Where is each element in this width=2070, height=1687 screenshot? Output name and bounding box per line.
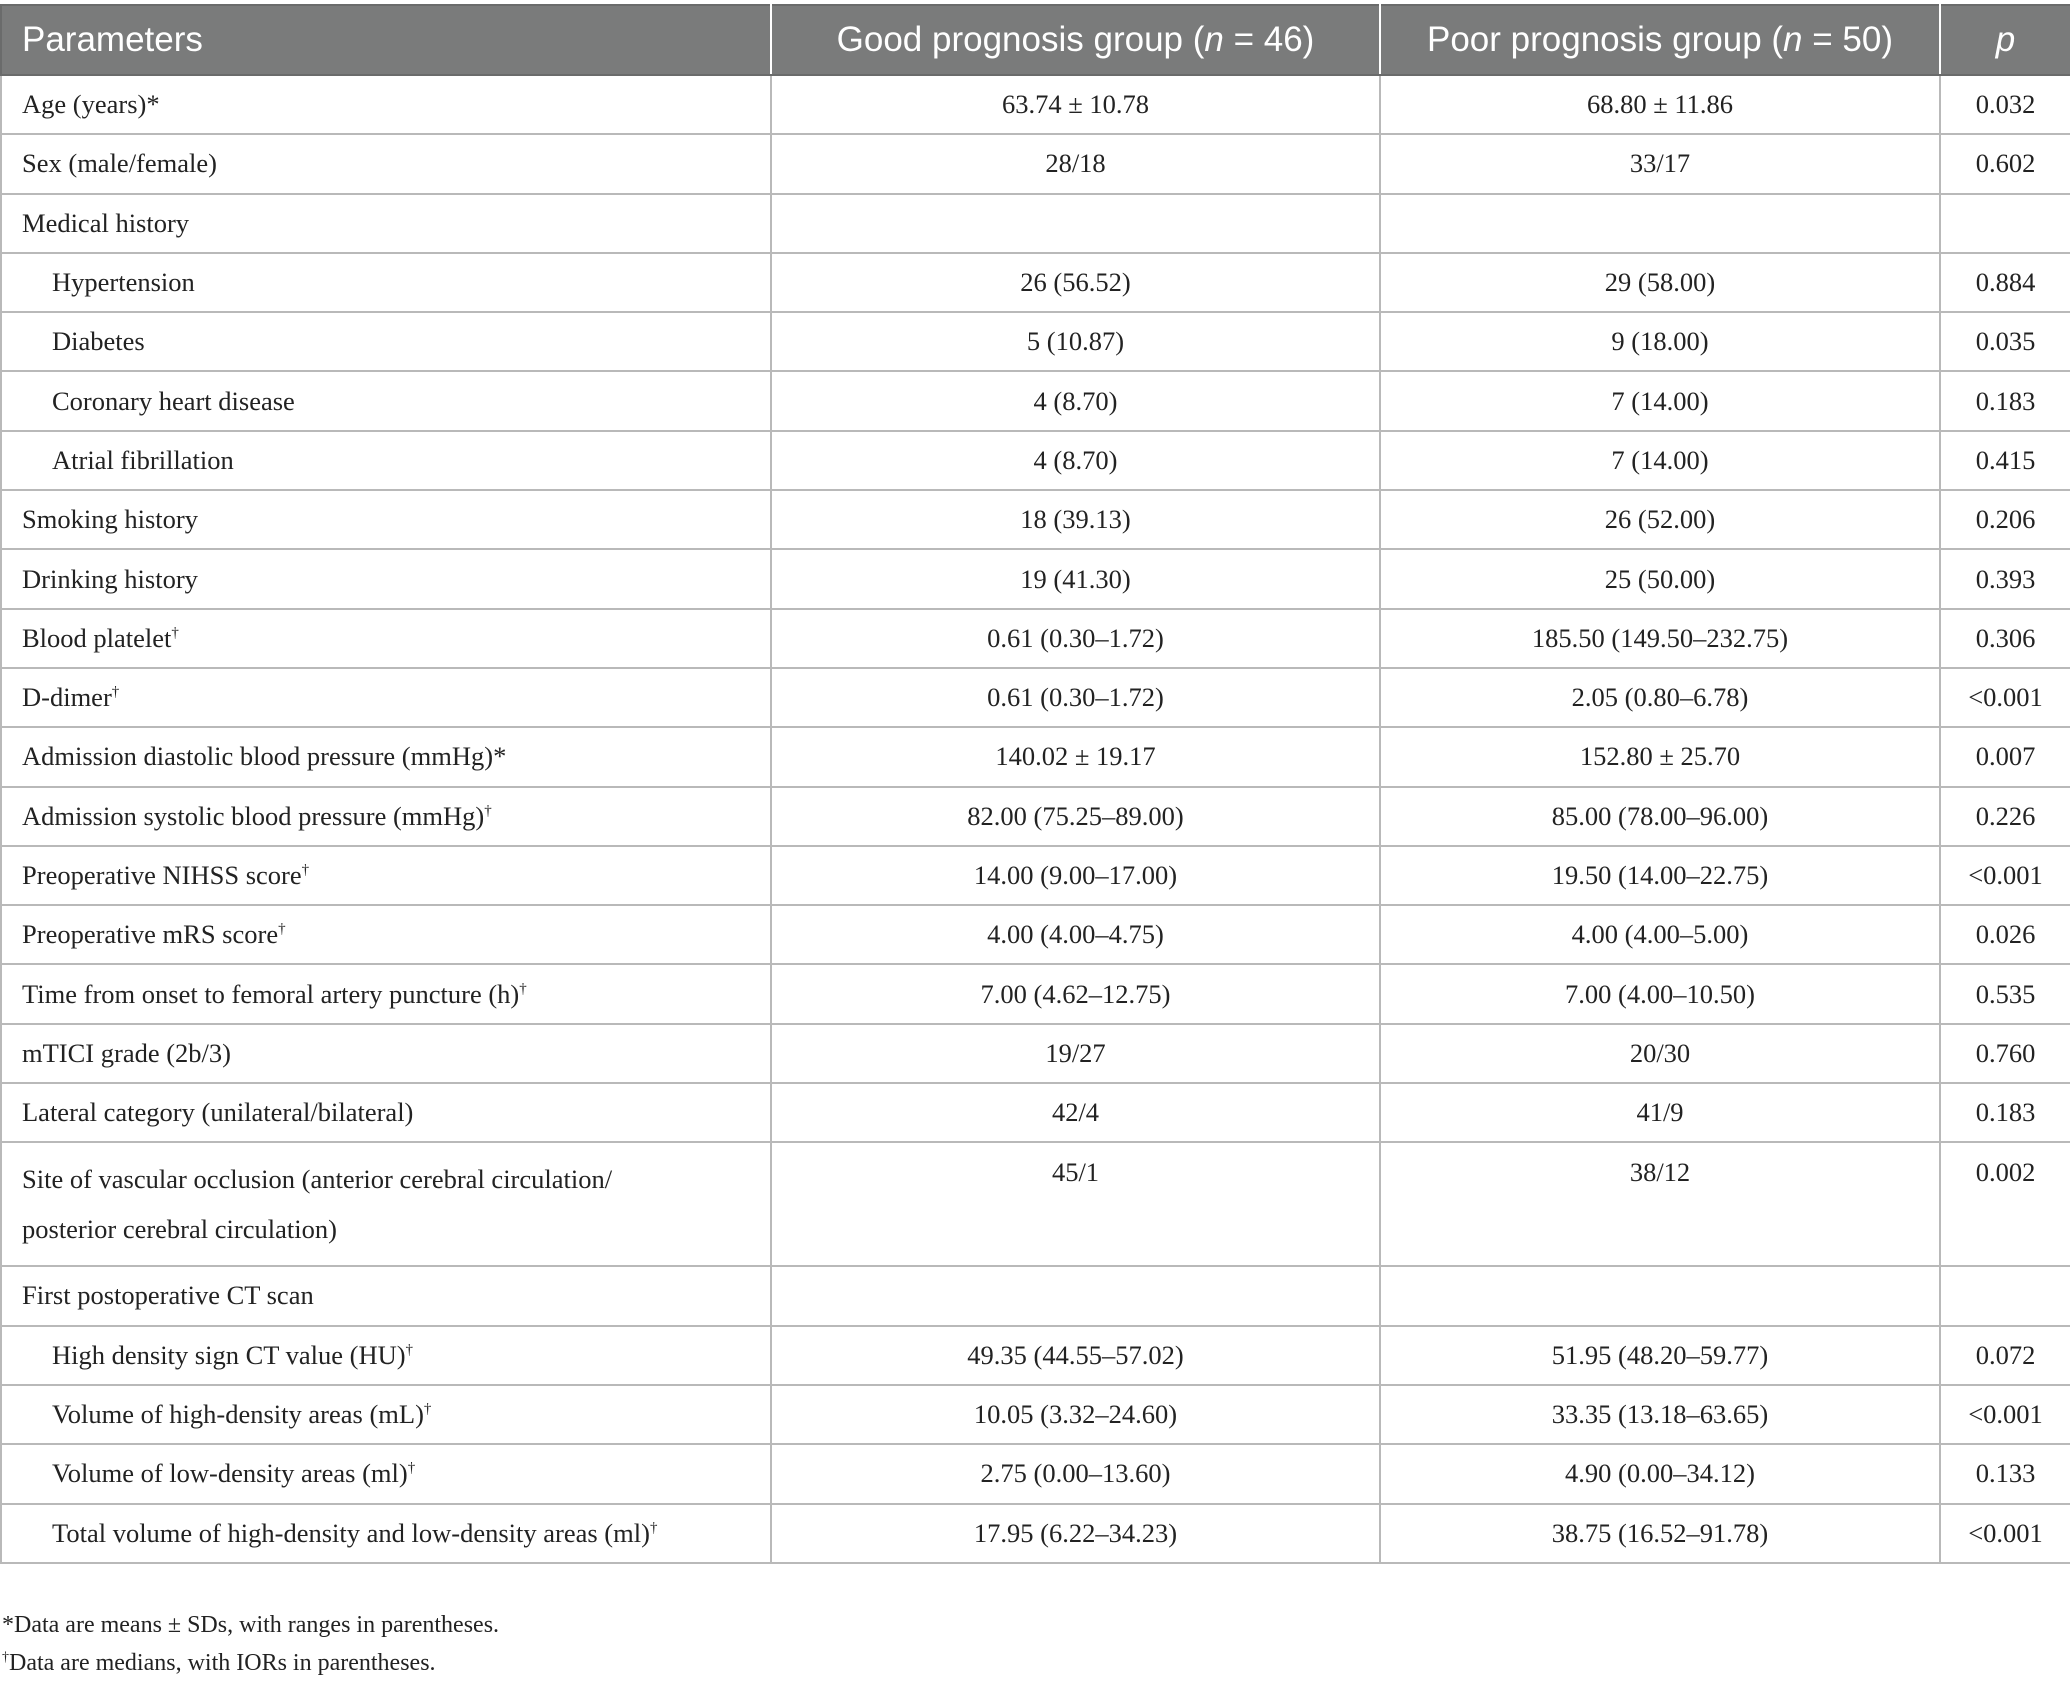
header-p-label: p	[1995, 20, 2016, 59]
row-label-text: D-dimer	[22, 682, 112, 713]
row-label-text: Admission diastolic blood pressure (mmHg)	[22, 741, 494, 772]
good-value: 18 (39.13)	[771, 490, 1380, 549]
good-value	[771, 194, 1380, 253]
poor-value	[1380, 1266, 1940, 1325]
poor-value: 7 (14.00)	[1380, 371, 1940, 430]
row-label-text: Atrial fibrillation	[52, 444, 234, 475]
row-label	[1, 134, 771, 193]
header-good-pre: Good prognosis group (	[836, 20, 1205, 59]
header-p-value	[1940, 5, 2070, 75]
poor-value: 26 (52.00)	[1380, 490, 1940, 549]
row-label-text: Hypertension	[52, 267, 195, 298]
p-value	[1940, 1266, 2070, 1325]
poor-value: 38.75 (16.52–91.78)	[1380, 1504, 1940, 1563]
table-row	[1, 253, 2070, 312]
row-label	[1, 549, 771, 608]
footnote-means	[2, 1612, 499, 1639]
good-value: 0.61 (0.30–1.72)	[771, 668, 1380, 727]
data-table	[0, 4, 2070, 1564]
table-row	[1, 194, 2070, 253]
row-label	[1, 905, 771, 964]
footnote-means-mark: *	[2, 1612, 14, 1638]
good-value: 45/1	[771, 1142, 1380, 1266]
header-good-post: = 46)	[1223, 20, 1315, 59]
row-label-mark: †	[405, 1341, 414, 1358]
poor-value: 7 (14.00)	[1380, 431, 1940, 490]
poor-value: 4.00 (4.00–5.00)	[1380, 905, 1940, 964]
poor-value: 152.80 ± 25.70	[1380, 727, 1940, 786]
poor-value: 41/9	[1380, 1083, 1940, 1142]
p-value: 0.535	[1940, 964, 2070, 1023]
p-value: 0.415	[1940, 431, 2070, 490]
row-label-text: Blood platelet	[22, 622, 172, 653]
good-value: 4 (8.70)	[771, 431, 1380, 490]
row-label-mark: †	[278, 921, 286, 938]
good-value: 4.00 (4.00–4.75)	[771, 905, 1380, 964]
p-value: 0.183	[1940, 1083, 2070, 1142]
row-label	[1, 1444, 771, 1503]
row-label-mark: †	[407, 1460, 416, 1477]
p-value: <0.001	[1940, 1504, 2070, 1563]
p-value: 0.072	[1940, 1326, 2070, 1385]
poor-value: 7.00 (4.00–10.50)	[1380, 964, 1940, 1023]
row-label	[1, 846, 771, 905]
row-label-text: Preoperative NIHSS score	[22, 860, 302, 890]
table-row	[1, 549, 2070, 608]
footnote-medians-text: Data are medians, with IORs in parentheses.	[9, 1650, 436, 1676]
table-row	[1, 1504, 2070, 1563]
row-label-text: Volume of high-density areas (mL)	[52, 1399, 424, 1430]
data-table-container	[0, 4, 2070, 1564]
good-value: 4 (8.70)	[771, 371, 1380, 430]
poor-value: 85.00 (78.00–96.00)	[1380, 787, 1940, 846]
p-value: <0.001	[1940, 846, 2070, 905]
p-value: 0.002	[1940, 1142, 2070, 1266]
good-value: 14.00 (9.00–17.00)	[771, 846, 1380, 905]
table-row	[1, 75, 2070, 134]
row-label-text: Medical history	[22, 207, 190, 238]
table-row	[1, 668, 2070, 727]
good-value: 0.61 (0.30–1.72)	[771, 609, 1380, 668]
good-value: 140.02 ± 19.17	[771, 727, 1380, 786]
p-value: 0.760	[1940, 1024, 2070, 1083]
table-row	[1, 1024, 2070, 1083]
p-value: 0.602	[1940, 134, 2070, 193]
good-value: 10.05 (3.32–24.60)	[771, 1385, 1380, 1444]
poor-value: 33.35 (13.18–63.65)	[1380, 1385, 1940, 1444]
table-row	[1, 490, 2070, 549]
row-label-mark: *	[493, 741, 507, 772]
footnote-medians	[2, 1650, 436, 1677]
header-good-prognosis	[771, 5, 1380, 75]
p-value: 0.026	[1940, 905, 2070, 964]
p-value: 0.035	[1940, 312, 2070, 371]
good-value: 42/4	[771, 1083, 1380, 1142]
poor-value: 33/17	[1380, 134, 1940, 193]
poor-value: 19.50 (14.00–22.75)	[1380, 846, 1940, 905]
table-row	[1, 905, 2070, 964]
good-value: 26 (56.52)	[771, 253, 1380, 312]
row-label	[1, 490, 771, 549]
poor-value: 9 (18.00)	[1380, 312, 1940, 371]
header-row	[1, 5, 2070, 75]
row-label-mark: †	[111, 684, 120, 701]
table-row	[1, 431, 2070, 490]
good-value: 49.35 (44.55–57.02)	[771, 1326, 1380, 1385]
table-row	[1, 1385, 2070, 1444]
good-value: 5 (10.87)	[771, 312, 1380, 371]
p-value: 0.183	[1940, 371, 2070, 430]
row-label-text-line2: posterior cerebral circulation)	[22, 1214, 337, 1245]
p-value: <0.001	[1940, 668, 2070, 727]
table-body	[1, 75, 2070, 1563]
row-label-text: Total volume of high-density and low-density areas (ml)	[52, 1517, 650, 1548]
header-poor-post: = 50)	[1802, 20, 1893, 59]
p-value	[1940, 194, 2070, 253]
good-value: 19/27	[771, 1024, 1380, 1083]
row-label	[1, 668, 771, 727]
row-label	[1, 253, 771, 312]
poor-value: 68.80 ± 11.86	[1380, 75, 1940, 134]
p-value: 0.884	[1940, 253, 2070, 312]
row-label	[1, 1024, 771, 1083]
row-label-text: Diabetes	[52, 326, 145, 357]
poor-value: 185.50 (149.50–232.75)	[1380, 609, 1940, 668]
row-label-mark: †	[519, 980, 527, 997]
table-row	[1, 371, 2070, 430]
poor-value: 38/12	[1380, 1142, 1940, 1266]
header-parameters	[1, 5, 771, 75]
header-parameters-label: Parameters	[22, 20, 203, 59]
table-row	[1, 609, 2070, 668]
row-label-mark: †	[484, 802, 492, 819]
poor-value: 29 (58.00)	[1380, 253, 1940, 312]
p-value: 0.007	[1940, 727, 2070, 786]
poor-value: 20/30	[1380, 1024, 1940, 1083]
row-label-text: mTICI grade (2b/3)	[22, 1037, 231, 1068]
p-value: 0.133	[1940, 1444, 2070, 1503]
good-value: 28/18	[771, 134, 1380, 193]
footnote-medians-mark: †	[2, 1650, 9, 1665]
row-label-text: High density sign CT value (HU)	[52, 1339, 406, 1370]
p-value: 0.206	[1940, 490, 2070, 549]
good-value: 17.95 (6.22–34.23)	[771, 1504, 1380, 1563]
table-row	[1, 1326, 2070, 1385]
footnote-means-text: Data are means ± SDs, with ranges in parentheses.	[14, 1612, 500, 1638]
row-label-text: Preoperative mRS score	[22, 919, 279, 950]
poor-value	[1380, 194, 1940, 253]
row-label-text: Drinking history	[22, 563, 198, 594]
row-label	[1, 75, 771, 134]
row-label-text: Site of vascular occlusion (anterior cerebral circulation/	[22, 1164, 613, 1195]
row-label-text: Coronary heart disease	[52, 385, 295, 416]
header-poor-prognosis	[1380, 5, 1940, 75]
poor-value: 2.05 (0.80–6.78)	[1380, 668, 1940, 727]
p-value: 0.393	[1940, 549, 2070, 608]
header-good-n: n	[1204, 20, 1224, 59]
poor-value: 4.90 (0.00–34.12)	[1380, 1444, 1940, 1503]
row-label	[1, 431, 771, 490]
row-label	[1, 727, 771, 786]
row-label	[1, 371, 771, 430]
row-label	[1, 609, 771, 668]
table-row	[1, 134, 2070, 193]
row-label-mark: †	[423, 1401, 432, 1418]
row-label-text: Lateral category (unilateral/bilateral)	[22, 1097, 414, 1128]
row-label-text: Age (years)	[22, 89, 147, 120]
table-row	[1, 1083, 2070, 1142]
p-value: 0.032	[1940, 75, 2070, 134]
row-label-mark: †	[649, 1519, 658, 1536]
row-label-text: Admission systolic blood pressure (mmHg)	[22, 800, 485, 831]
row-label	[1, 787, 771, 846]
p-value: 0.306	[1940, 609, 2070, 668]
good-value: 82.00 (75.25–89.00)	[771, 787, 1380, 846]
table-row	[1, 1266, 2070, 1325]
table-row	[1, 1444, 2070, 1503]
table-row	[1, 1142, 2070, 1266]
poor-value: 25 (50.00)	[1380, 549, 1940, 608]
row-label	[1, 1385, 771, 1444]
row-label-text: Volume of low-density areas (ml)	[52, 1458, 408, 1489]
table-row	[1, 846, 2070, 905]
p-value: 0.226	[1940, 787, 2070, 846]
row-label-mark: †	[171, 624, 179, 641]
row-label	[1, 1142, 771, 1266]
row-label-mark: *	[146, 89, 160, 120]
good-value: 63.74 ± 10.78	[771, 75, 1380, 134]
header-poor-n: n	[1783, 20, 1803, 59]
row-label-mark: †	[301, 862, 310, 879]
row-label	[1, 194, 771, 253]
row-label	[1, 1266, 771, 1325]
table-header	[1, 5, 2070, 75]
good-value: 7.00 (4.62–12.75)	[771, 964, 1380, 1023]
row-label-text: Sex (male/female)	[22, 148, 217, 179]
row-label	[1, 1326, 771, 1385]
row-label-text: Time from onset to femoral artery puncture (h)	[22, 978, 520, 1009]
table-row	[1, 312, 2070, 371]
row-label	[1, 1504, 771, 1563]
table-row	[1, 727, 2070, 786]
table-row	[1, 964, 2070, 1023]
row-label	[1, 964, 771, 1023]
row-label	[1, 312, 771, 371]
good-value: 2.75 (0.00–13.60)	[771, 1444, 1380, 1503]
poor-value: 51.95 (48.20–59.77)	[1380, 1326, 1940, 1385]
row-label-text: First postoperative CT scan	[22, 1280, 314, 1311]
header-poor-pre: Poor prognosis group (	[1427, 20, 1784, 59]
good-value	[771, 1266, 1380, 1325]
table-row	[1, 787, 2070, 846]
good-value: 19 (41.30)	[771, 549, 1380, 608]
row-label	[1, 1083, 771, 1142]
row-label-text: Smoking history	[22, 504, 198, 535]
p-value: <0.001	[1940, 1385, 2070, 1444]
